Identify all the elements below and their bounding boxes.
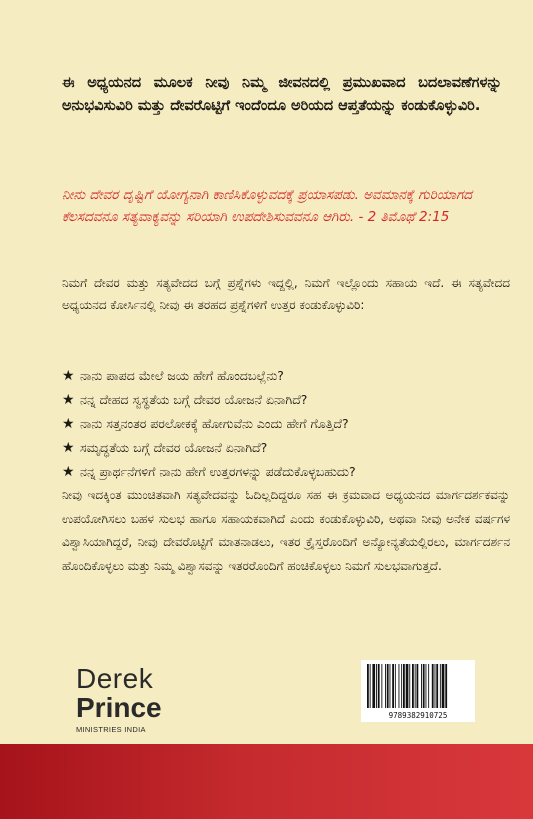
bottom-color-band <box>0 744 533 819</box>
barcode-bar <box>417 664 419 708</box>
question-text: ನನ್ನ ದೇಹದ ಸ್ವಸ್ಥತೆಯ ಬಗ್ಗೆ ದೇವರ ಯೋಜನೆ ಏನಾಗಿದೆ? <box>80 392 308 407</box>
intro-paragraph: ಈ ಅಧ್ಯಯನದ ಮೂಲಕ ನೀವು ನಿಮ್ಮ ಜೀವನದಲ್ಲಿ ಪ್ರಮುಖವಾದ ಬದಲಾವಣೆಗಳನ್ನು ಅನುಭವಿಸುವಿರಿ ಮತ್ತು ದೇವರೊಟ್ಟಿಗೆ ಇಂದೆಂದೂ ಅರಿಯದ ಆಪ್ತತೆಯನ್ನು ಕಂಡುಕೊಳ್ಳುವಿರಿ. <box>62 75 502 114</box>
isbn-barcode <box>361 660 475 722</box>
list-item <box>62 460 510 484</box>
barcode-bar <box>392 664 394 708</box>
barcode-bar <box>370 664 371 708</box>
barcode-bar <box>381 664 382 708</box>
barcode-bar <box>372 664 375 708</box>
barcode-bar <box>415 664 416 708</box>
question-text: ನನ್ನ ಪ್ರಾರ್ಥನೆಗಳಿಗೆ ನಾನು ಹೇಗೆ ಉತ್ತರಗಳನ್ನು ಪಡೆದುಕೊಳ್ಳಬಹುದು? <box>80 464 356 479</box>
list-item <box>62 388 510 412</box>
barcode-bar <box>378 664 380 708</box>
barcode-bar <box>387 664 389 708</box>
barcode-bar <box>435 664 436 708</box>
star-icon: ★ <box>62 368 75 384</box>
barcode-bar <box>423 664 425 708</box>
question-list <box>62 364 510 484</box>
logo-line-ministries: MINISTRIES INDIA <box>76 725 146 734</box>
barcode-bar <box>421 664 422 708</box>
barcode-bars <box>365 664 471 708</box>
barcode-bar <box>426 664 427 708</box>
barcode-bar <box>432 664 434 708</box>
question-text: ಸಮೃದ್ಧತೆಯ ಬಗ್ಗೆ ದೇವರ ಯೋಜನೆ ಏನಾಗಿದೆ? <box>80 440 268 455</box>
closing-paragraph: ನೀವು ಇದಕ್ಕಿಂತ ಮುಂಚಿತವಾಗಿ ಸತ್ಯವೇದವನ್ನು ಓದಿಲ್ಲದಿದ್ದರೂ ಸಹ ಈ ಕ್ರಮವಾದ ಅಧ್ಯಯನದ ಮಾರ್ಗದರ್ಶಕವನ್ನು ಉಪಯೋಗಿಸಲು ಬಹಳ ಸುಲಭ ಹಾಗೂ ಸಹಾಯಕವಾಗಿದೆ ಎಂದು ಕಂಡುಕೊಳ್ಳುವಿರಿ, ಅಥವಾ ನೀವು ಅನೇಕ ವರ್ಷಗಳ ವಿಶ್ವಾಸಿಯಾಗಿದ್ದರೆ, ನೀವು ದೇವರೊಟ್ಟಿಗೆ ಮಾತನಾಡಲು, ಇತರ ಕ್ರೈಸ್ತರೊಂದಿಗೆ ಅನ್ಯೋನ್ಯತೆಯಲ್ಲಿರಲು, ಮಾರ್ಗದರ್ಶನ ಹೊಂದಿಕೊಳ್ಳಲು ಮತ್ತು ನಿಮ್ಮ ವಿಶ್ವಾಸವನ್ನು ಇತರರೊಂದಿಗೆ ಹಂಚಿಕೊಳ್ಳಲು ನಿಮಗೆ ಸುಲಭವಾಗುತ್ತದೆ. <box>62 488 510 573</box>
scripture-quote: ನೀನು ದೇವರ ದೃಷ್ಟಿಗೆ ಯೋಗ್ಯನಾಗಿ ಕಾಣಿಸಿಕೊಳ್ಳುವದಕ್ಕೆ ಪ್ರಯಾಸಪಡು. ಅವಮಾನಕ್ಕೆ ಗುರಿಯಾಗದ ಕೆಲಸದವನೂ ಸತ್ಯವಾಕ್ಯವನ್ನು ಸರಿಯಾಗಿ ಉಪದೇಶಿಸುವವನೂ ಆಗಿರು. - 2 ತಿಮೊಥೆ 2:15 <box>62 187 473 225</box>
barcode-bar <box>442 664 445 708</box>
list-item <box>62 412 510 436</box>
barcode-bar <box>440 664 441 708</box>
barcode-bar <box>412 664 414 708</box>
question-text: ನಾನು ಸತ್ತನಂತರ ಪರಲೋಕಕ್ಕೆ ಹೋಗುವೆನು ಎಂದು ಹೇಗೆ ಗೊತ್ತಿದೆ? <box>80 416 349 431</box>
barcode-bar <box>401 664 402 708</box>
barcode-bar <box>395 664 396 708</box>
star-icon: ★ <box>62 440 75 456</box>
barcode-bar <box>385 664 386 708</box>
barcode-bar <box>403 664 405 708</box>
barcode-bar <box>428 664 429 708</box>
barcode-bar <box>406 664 409 708</box>
star-icon: ★ <box>62 416 75 432</box>
logo-line-derek: Derek <box>76 663 154 694</box>
barcode-bar <box>367 664 369 708</box>
list-item <box>62 364 510 388</box>
publisher-logo <box>76 664 216 734</box>
question-intro-paragraph: ನಿಮಗೆ ದೇವರ ಮತ್ತು ಸತ್ಯವೇದದ ಬಗ್ಗೆ ಪ್ರಶ್ನೆಗಳು ಇದ್ದಲ್ಲಿ, ನಿಮಗೆ ಇಲ್ಲೊಂದು ಸಹಾಯ ಇದೆ. ಈ ಸತ್ಯವೇದದ ಅಧ್ಯಯನದ ಕೋರ್ಸಿನಲ್ಲಿ ನೀವು ಈ ತರಹದ ಪ್ರಶ್ನೆಗಳಿಗೆ ಉತ್ತರ ಕಂಡುಕೊಳ್ಳುವಿರಿ: <box>62 276 510 312</box>
star-icon: ★ <box>62 392 75 408</box>
question-text: ನಾನು ಪಾಪದ ಮೇಲೆ ಜಯ ಹೇಗೆ ಹೊಂದಬಲ್ಲೆನು? <box>80 368 284 383</box>
barcode-bar <box>376 664 377 708</box>
isbn-number: 9789382910725 <box>388 711 448 720</box>
list-item <box>62 436 510 460</box>
barcode-bar <box>390 664 391 708</box>
barcode-bar <box>399 664 400 708</box>
barcode-bar <box>445 664 447 708</box>
logo-line-prince: Prince <box>76 692 162 723</box>
star-icon: ★ <box>62 464 75 480</box>
barcode-bar <box>409 664 410 708</box>
barcode-bar <box>436 664 438 708</box>
